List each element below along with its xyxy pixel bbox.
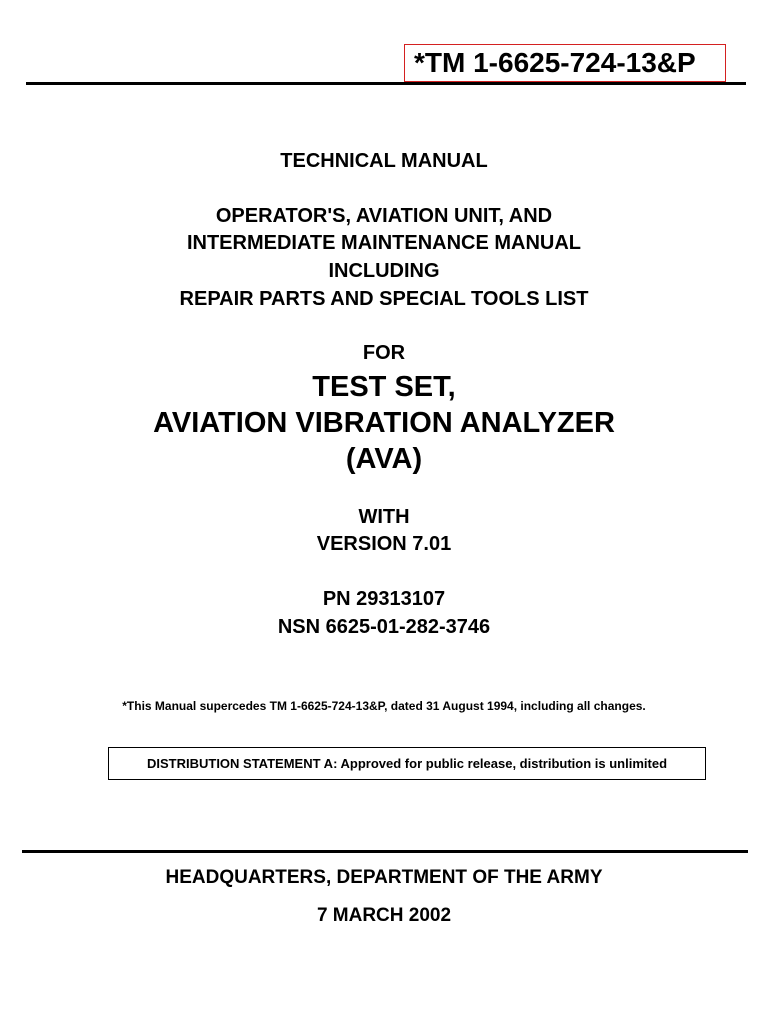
manual-type: TECHNICAL MANUAL (280, 150, 488, 172)
part-number: PN 29313107 (322, 588, 446, 610)
issue-date: 7 MARCH 2002 (316, 905, 452, 926)
nsn: NSN 6625-01-282-3746 (277, 616, 491, 638)
for-label: FOR (362, 342, 406, 364)
version: VERSION 7.01 (316, 533, 452, 555)
supersedes-note: *This Manual supercedes TM 1-6625-724-13&P, dated 31 August 1994, including all changes. (122, 699, 646, 713)
equipment-line-1: TEST SET, (312, 371, 456, 403)
manual-title-line-2: INTERMEDIATE MAINTENANCE MANUAL (186, 232, 582, 254)
issuer: HEADQUARTERS, DEPARTMENT OF THE ARMY (165, 867, 603, 888)
document-number: *TM 1-6625-724-13&P (414, 47, 696, 78)
manual-title-line-1: OPERATOR'S, AVIATION UNIT, AND (215, 205, 553, 227)
equipment-line-3: (AVA) (345, 443, 423, 475)
top-rule (26, 82, 746, 85)
with-label: WITH (358, 506, 410, 528)
bottom-rule (22, 850, 748, 853)
manual-title-line-4: REPAIR PARTS AND SPECIAL TOOLS LIST (179, 288, 589, 310)
equipment-line-2: AVIATION VIBRATION ANALYZER (153, 407, 615, 439)
distribution-statement: DISTRIBUTION STATEMENT A: Approved for public release, distribution is unlimited (146, 756, 668, 771)
manual-title-line-3: INCLUDING (328, 260, 440, 282)
